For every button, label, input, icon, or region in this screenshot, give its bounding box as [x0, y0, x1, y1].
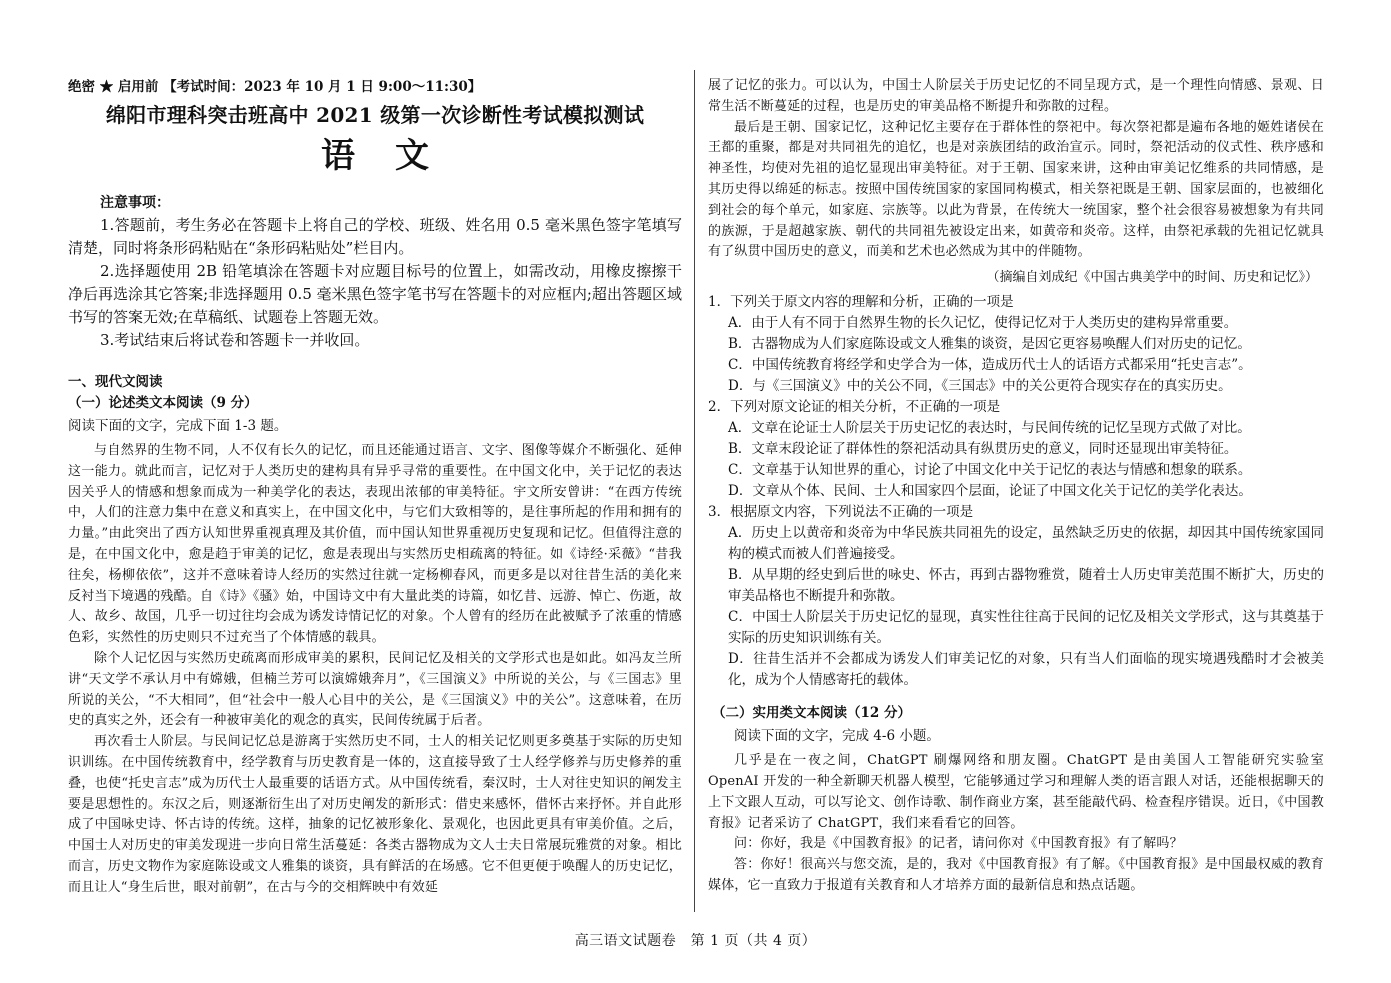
secret-header: 绝密 ★ 启用前 【考试时间：2023 年 10 月 1 日 9:00～11:30】	[68, 79, 482, 95]
notice-item: 1.答题前，考生务必在答题卡上将自己的学校、班级、姓名用 0.5 毫米黑色签字笔填写清楚，同时将条形码粘贴在“条形码粘贴处”栏目内。	[68, 216, 682, 257]
question-stem: 1．下列关于原文内容的理解和分析，正确的一项是	[708, 294, 1014, 311]
reading-instruction: 阅读下面的文字，完成下面 1-3 题。	[68, 418, 288, 434]
notice-title: 注意事项：	[100, 195, 170, 211]
passage-paragraph: 除个人记忆因与实然历史疏离而形成审美的累积，民间记忆及相关的文学形式也是如此。如冯友兰所讲“天文学不承认月中有嫦娥，但楠兰芳可以演嫦娥奔月”，《三国演义》中所说的关公，与《三国志》里所说的关公，“不大相同”，但“社会中一般人心目中的关公，是《三国演义》中的关公”。这意味着，在历史的真实之外，还会有一种被审美化的观念的真实，民间传统属于后者。	[68, 650, 682, 729]
question-2	[708, 397, 1324, 502]
passage-paragraph: 几乎是在一夜之间，ChatGPT 刷爆网络和朋友圈。ChatGPT 是由美国人工智能研究实验室 OpenAI 开发的一种全新聊天机器人模型，它能够通过学习和理解人类的语言跟人对话，还能根据聊天的上下文跟人互动，可以写论文、创作诗歌、制作商业方案，甚至能敲代码、检查程序错误。近日，《中国教育报》记者采访了 ChatGPT，我们来看看它的回答。	[708, 753, 1324, 831]
question-3	[708, 502, 1324, 691]
question-option: B．文章末段论证了群体性的祭祀活动具有纵贯历史的意义，同时还显现出审美特征。	[728, 441, 1238, 458]
passage-paragraph: 答：你好！很高兴与您交流，是的，我对《中国教育报》有了解。《中国教育报》是中国最权威的教育媒体，它一直致力于报道有关教育和人才培养方面的最新信息和热点话题。	[708, 857, 1324, 893]
passage-paragraph: 再次看士人阶层。与民间记忆总是游离于实然历史不同，士人的相关记忆则更多奠基于实际的历史知识训练。在中国传统教育中，经学教育与历史教育是一体的，这直接导致了士人经学修养与历史修养的重叠，也使“托史言志”成为历代士人最重要的话语方式。从中国传统看，秦汉时，士人对往史知识的阐发主要是思想性的。东汉之后，则逐渐衍生出了对历史阐发的新形式：借史来感怀，借怀古来抒怀。并自此形成了中国咏史诗、怀古诗的传统。这样，抽象的记忆被形象化、景观化，也因此更具有审美价值。之后，中国士人对历史的审美发现进一步向日常生活蔓延：各类古器物成为文人士夫日常展玩雅赏的对象。相比而言，历史文物作为家庭陈设或文人雅集的谈资，具有鲜活的在场感。它不但更便于唤醒人的历史记忆，而且让人“身生后世，眼对前朝”，在古与今的交相辉映中有效延	[68, 734, 682, 895]
subsection-heading: （二）实用类文本阅读（12 分）	[712, 705, 911, 722]
question-option: C．中国士人阶层关于历史记忆的显现，真实性往往高于民间的记忆及相关文学形式，这与其奠基于实际的历史知识训练有关。	[728, 609, 1324, 647]
page-footer: 高三语文试题卷 第 1 页（共 4 页）	[574, 933, 817, 949]
notice-item: 3.考试结束后将试卷和答题卡一并收回。	[100, 331, 370, 349]
question-1	[708, 292, 1324, 397]
subsection-heading: （一）论述类文本阅读（9 分）	[68, 395, 258, 411]
question-stem: 2．下列对原文论证的相关分析，不正确的一项是	[708, 399, 1001, 416]
right-column	[708, 76, 1324, 897]
column-divider	[694, 70, 695, 912]
question-option: D．文章从个体、民间、士人和国家四个层面，论证了中国文化关于记忆的美学化表达。	[728, 483, 1252, 500]
question-option: B．古器物成为人们家庭陈设或文人雅集的谈资，是因它更容易唤醒人们对历史的记忆。	[728, 336, 1251, 353]
passage-paragraph: 最后是王朝、国家记忆，这种记忆主要存在于群体性的祭祀中。每次祭祀都是遍布各地的姬姓诸侯在王都的重聚，都是对共同祖先的追忆，也是对亲族团结的政治宣示。同时，祭祀活动的仪式性、秩序感和神圣性，均使对先祖的追忆显现出审美特征。对于王朝、国家来讲，这种由审美记忆维系的共同情感，是其历史得以绵延的标志。按照中国传统国家的家国同构模式，相关祭祀既是王朝、国家层面的，也被细化到社会的每个单元，如家庭、宗族等。以此为背景，在传统大一统国家，整个社会很容易被想象为有共同的族源，于是超越家族、朝代的共同祖先被设定出来，如黄帝和炎帝。这样，由祭祀承载的先祖记忆就具有了纵贯中国历史的意义，而美和艺术也必然成为其中的伴随物。	[708, 119, 1324, 260]
question-option: B．从早期的经史到后世的咏史、怀古，再到古器物雅赏，随着士人历史审美范围不断扩大，历史的审美品格也不断提升和弥散。	[728, 567, 1324, 605]
question-option: D．往昔生活并不会都成为诱发人们审美记忆的对象，只有当人们面临的现实境遇残酷时才会被美化，成为个人情感寄托的载体。	[728, 651, 1324, 689]
passage-paragraph: 展了记忆的张力。可以认为，中国士人阶层关于历史记忆的不同呈现方式，是一个理性向情感、景观、日常生活不断蔓延的过程，也是历史的审美品格不断提升和弥散的过程。	[708, 78, 1324, 114]
reading-instruction: 阅读下面的文字，完成 4-6 小题。	[734, 728, 940, 745]
left-column	[68, 76, 682, 899]
question-option: C．文章基于认知世界的重心，讨论了中国文化中关于记忆的表达与情感和想象的联系。	[728, 462, 1252, 479]
question-option: A．文章在论证士人阶层关于历史记忆的表达时，与民间传统的记忆呈现方式做了对比。	[728, 420, 1251, 437]
question-stem: 3．根据原文内容，下列说法不正确的一项是	[708, 504, 974, 521]
question-option: C．中国传统教育将经学和史学合为一体，造成历代士人的话语方式都采用“托史言志”。	[728, 357, 1252, 374]
subject-title: 语文	[321, 136, 469, 176]
question-option: D．与《三国演义》中的关公不同，《三国志》中的关公更符合现实存在的真实历史。	[728, 378, 1232, 395]
question-option: A．历史上以黄帝和炎帝为中华民族共同祖先的设定，虽然缺乏历史的依据，却因其中国传统家国同构的模式而被人们普遍接受。	[728, 525, 1324, 563]
passage-paragraph: 问：你好，我是《中国教育报》的记者，请问你对《中国教育报》有了解吗？	[734, 836, 1183, 852]
question-option: A．由于人有不同于自然界生物的长久记忆，使得记忆对于人类历史的建构异常重要。	[728, 315, 1238, 332]
exam-title: 绵阳市理科突击班高中 2021 级第一次诊断性考试模拟测试	[105, 103, 645, 127]
notice-item: 2.选择题使用 2B 铅笔填涂在答题卡对应题目标号的位置上，如需改动，用橡皮擦擦干净后再选涂其它答案;非选择题用 0.5 毫米黑色签字笔书写在答题卡的对应框内;超出答题区域书写的答案无效;在草稿纸、试题卷上答题无效。	[68, 262, 682, 326]
source-citation: （摘编自刘成纪《中国古典美学中的时间、历史和记忆》）	[986, 270, 1318, 286]
section-heading: 一、现代文阅读	[68, 374, 163, 390]
passage-paragraph: 与自然界的生物不同，人不仅有长久的记忆，而且还能通过语言、文字、图像等媒介不断强化、延伸这一能力。就此而言，记忆对于人类历史的建构具有异乎寻常的重要性。在中国文化中，关于记忆的表达因关乎人的情感和想象而成为一种美学化的表达，表现出浓郁的审美特征。宇文所安曾讲：“在西方传统中，人们的注意力集中在意义和真实上，在中国文化中，与它们大致相等的，是往事所起的作用和拥有的力量。”由此突出了西方认知世界重视真理及其价值，而中国认知世界重视历史复现和记忆。但值得注意的是，在中国文化中，愈是趋于审美的记忆，愈是表现出与实然历史相疏离的特征。如《诗经·采薇》“昔我往矣，杨柳依依”，这并不意味着诗人经历的实然过往就一定杨柳春风，而更多是以对往昔生活的美化来反衬当下境遇的残酷。自《诗》《骚》始，中国诗文中有大量此类的诗篇，如忆昔、远游、悼亡、伤逝，故人、故乡、故国，几乎一切过往均会成为诱发诗情记忆的对象。个人曾有的经历在此被赋予了浓重的情感色彩，实然性的历史则只不过充当了个体情感的载具。	[68, 443, 682, 646]
